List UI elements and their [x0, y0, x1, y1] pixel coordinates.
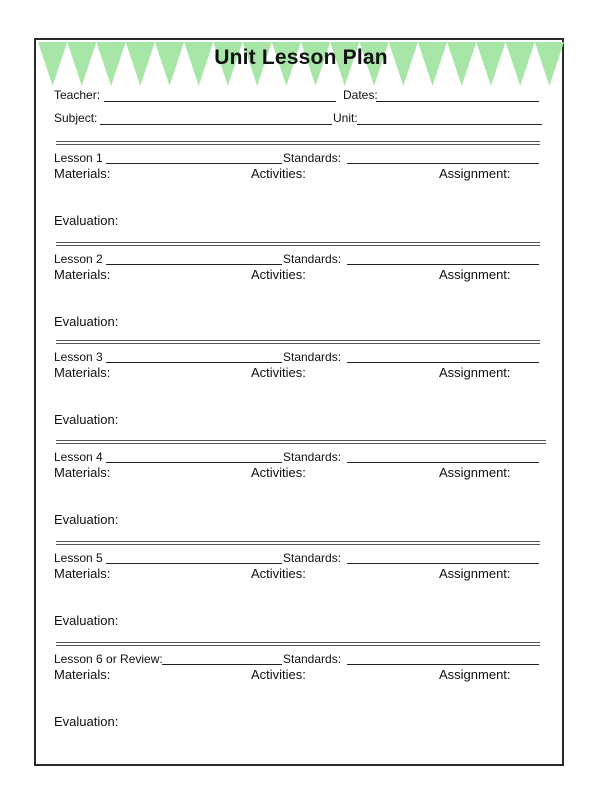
lesson-divider: [56, 541, 540, 545]
lesson-5-label: Lesson 5: [54, 551, 103, 565]
lesson-2-standards-field[interactable]: [347, 264, 539, 265]
lesson-3-standards-field[interactable]: [347, 362, 539, 363]
lesson-2-evaluation-label: Evaluation:: [54, 314, 119, 329]
lesson-divider: [56, 141, 540, 145]
lesson-6-assignment-label: Assignment:: [439, 667, 511, 682]
lesson-1-standards-field[interactable]: [347, 163, 539, 164]
lesson-1-assignment-label: Assignment:: [439, 166, 511, 181]
lesson-6-standards-label: Standards:: [283, 652, 342, 666]
lesson-2-label: Lesson 2: [54, 252, 103, 266]
lesson-1-activities-label: Activities:: [251, 166, 306, 181]
unit-label: Unit:: [333, 111, 358, 125]
lesson-3-standards-label: Standards:: [283, 350, 342, 364]
unit-field[interactable]: [357, 124, 542, 125]
teacher-label: Teacher:: [54, 88, 101, 102]
lesson-5-standards-field[interactable]: [347, 563, 539, 564]
lesson-1-evaluation-label: Evaluation:: [54, 213, 119, 228]
lesson-divider: [56, 642, 540, 646]
lesson-4-standards-field[interactable]: [347, 462, 539, 463]
lesson-5-evaluation-label: Evaluation:: [54, 613, 119, 628]
dates-label: Dates:: [343, 88, 378, 102]
subject-label: Subject:: [54, 111, 98, 125]
lesson-1-standards-label: Standards:: [283, 151, 342, 165]
lesson-2-title-field[interactable]: [106, 264, 282, 265]
lesson-6-standards-field[interactable]: [347, 664, 539, 665]
lesson-1-materials-label: Materials:: [54, 166, 111, 181]
lesson-5-assignment-label: Assignment:: [439, 566, 511, 581]
lesson-4-activities-label: Activities:: [251, 465, 306, 480]
lesson-4-materials-label: Materials:: [54, 465, 111, 480]
lesson-divider: [56, 440, 546, 444]
lesson-3-activities-label: Activities:: [251, 365, 306, 380]
lesson-6-activities-label: Activities:: [251, 667, 306, 682]
lesson-2-activities-label: Activities:: [251, 267, 306, 282]
lesson-1-label: Lesson 1: [54, 151, 103, 165]
lesson-1-title-field[interactable]: [106, 163, 282, 164]
lesson-3-title-field[interactable]: [106, 362, 282, 363]
lesson-3-label: Lesson 3: [54, 350, 103, 364]
lesson-divider: [56, 242, 540, 246]
lesson-4-evaluation-label: Evaluation:: [54, 512, 119, 527]
lesson-3-materials-label: Materials:: [54, 365, 111, 380]
lesson-2-standards-label: Standards:: [283, 252, 342, 266]
subject-field[interactable]: [100, 124, 332, 125]
lesson-6-title-field[interactable]: [162, 664, 282, 665]
lesson-5-activities-label: Activities:: [251, 566, 306, 581]
lesson-3-assignment-label: Assignment:: [439, 365, 511, 380]
dates-field[interactable]: [376, 101, 539, 102]
lesson-4-title-field[interactable]: [106, 462, 282, 463]
lesson-divider: [56, 340, 540, 344]
lesson-plan-sheet: [34, 38, 564, 766]
lesson-2-assignment-label: Assignment:: [439, 267, 511, 282]
lesson-6-evaluation-label: Evaluation:: [54, 714, 119, 729]
page-title: Unit Lesson Plan: [214, 46, 388, 69]
lesson-2-materials-label: Materials:: [54, 267, 111, 282]
teacher-field[interactable]: [104, 101, 336, 102]
lesson-4-standards-label: Standards:: [283, 450, 342, 464]
lesson-4-assignment-label: Assignment:: [439, 465, 511, 480]
lesson-6-materials-label: Materials:: [54, 667, 111, 682]
lesson-4-label: Lesson 4: [54, 450, 103, 464]
lesson-6-label: Lesson 6 or Review:: [54, 652, 163, 666]
lesson-5-title-field[interactable]: [106, 563, 282, 564]
lesson-5-materials-label: Materials:: [54, 566, 111, 581]
lesson-5-standards-label: Standards:: [283, 551, 342, 565]
lesson-3-evaluation-label: Evaluation:: [54, 412, 119, 427]
